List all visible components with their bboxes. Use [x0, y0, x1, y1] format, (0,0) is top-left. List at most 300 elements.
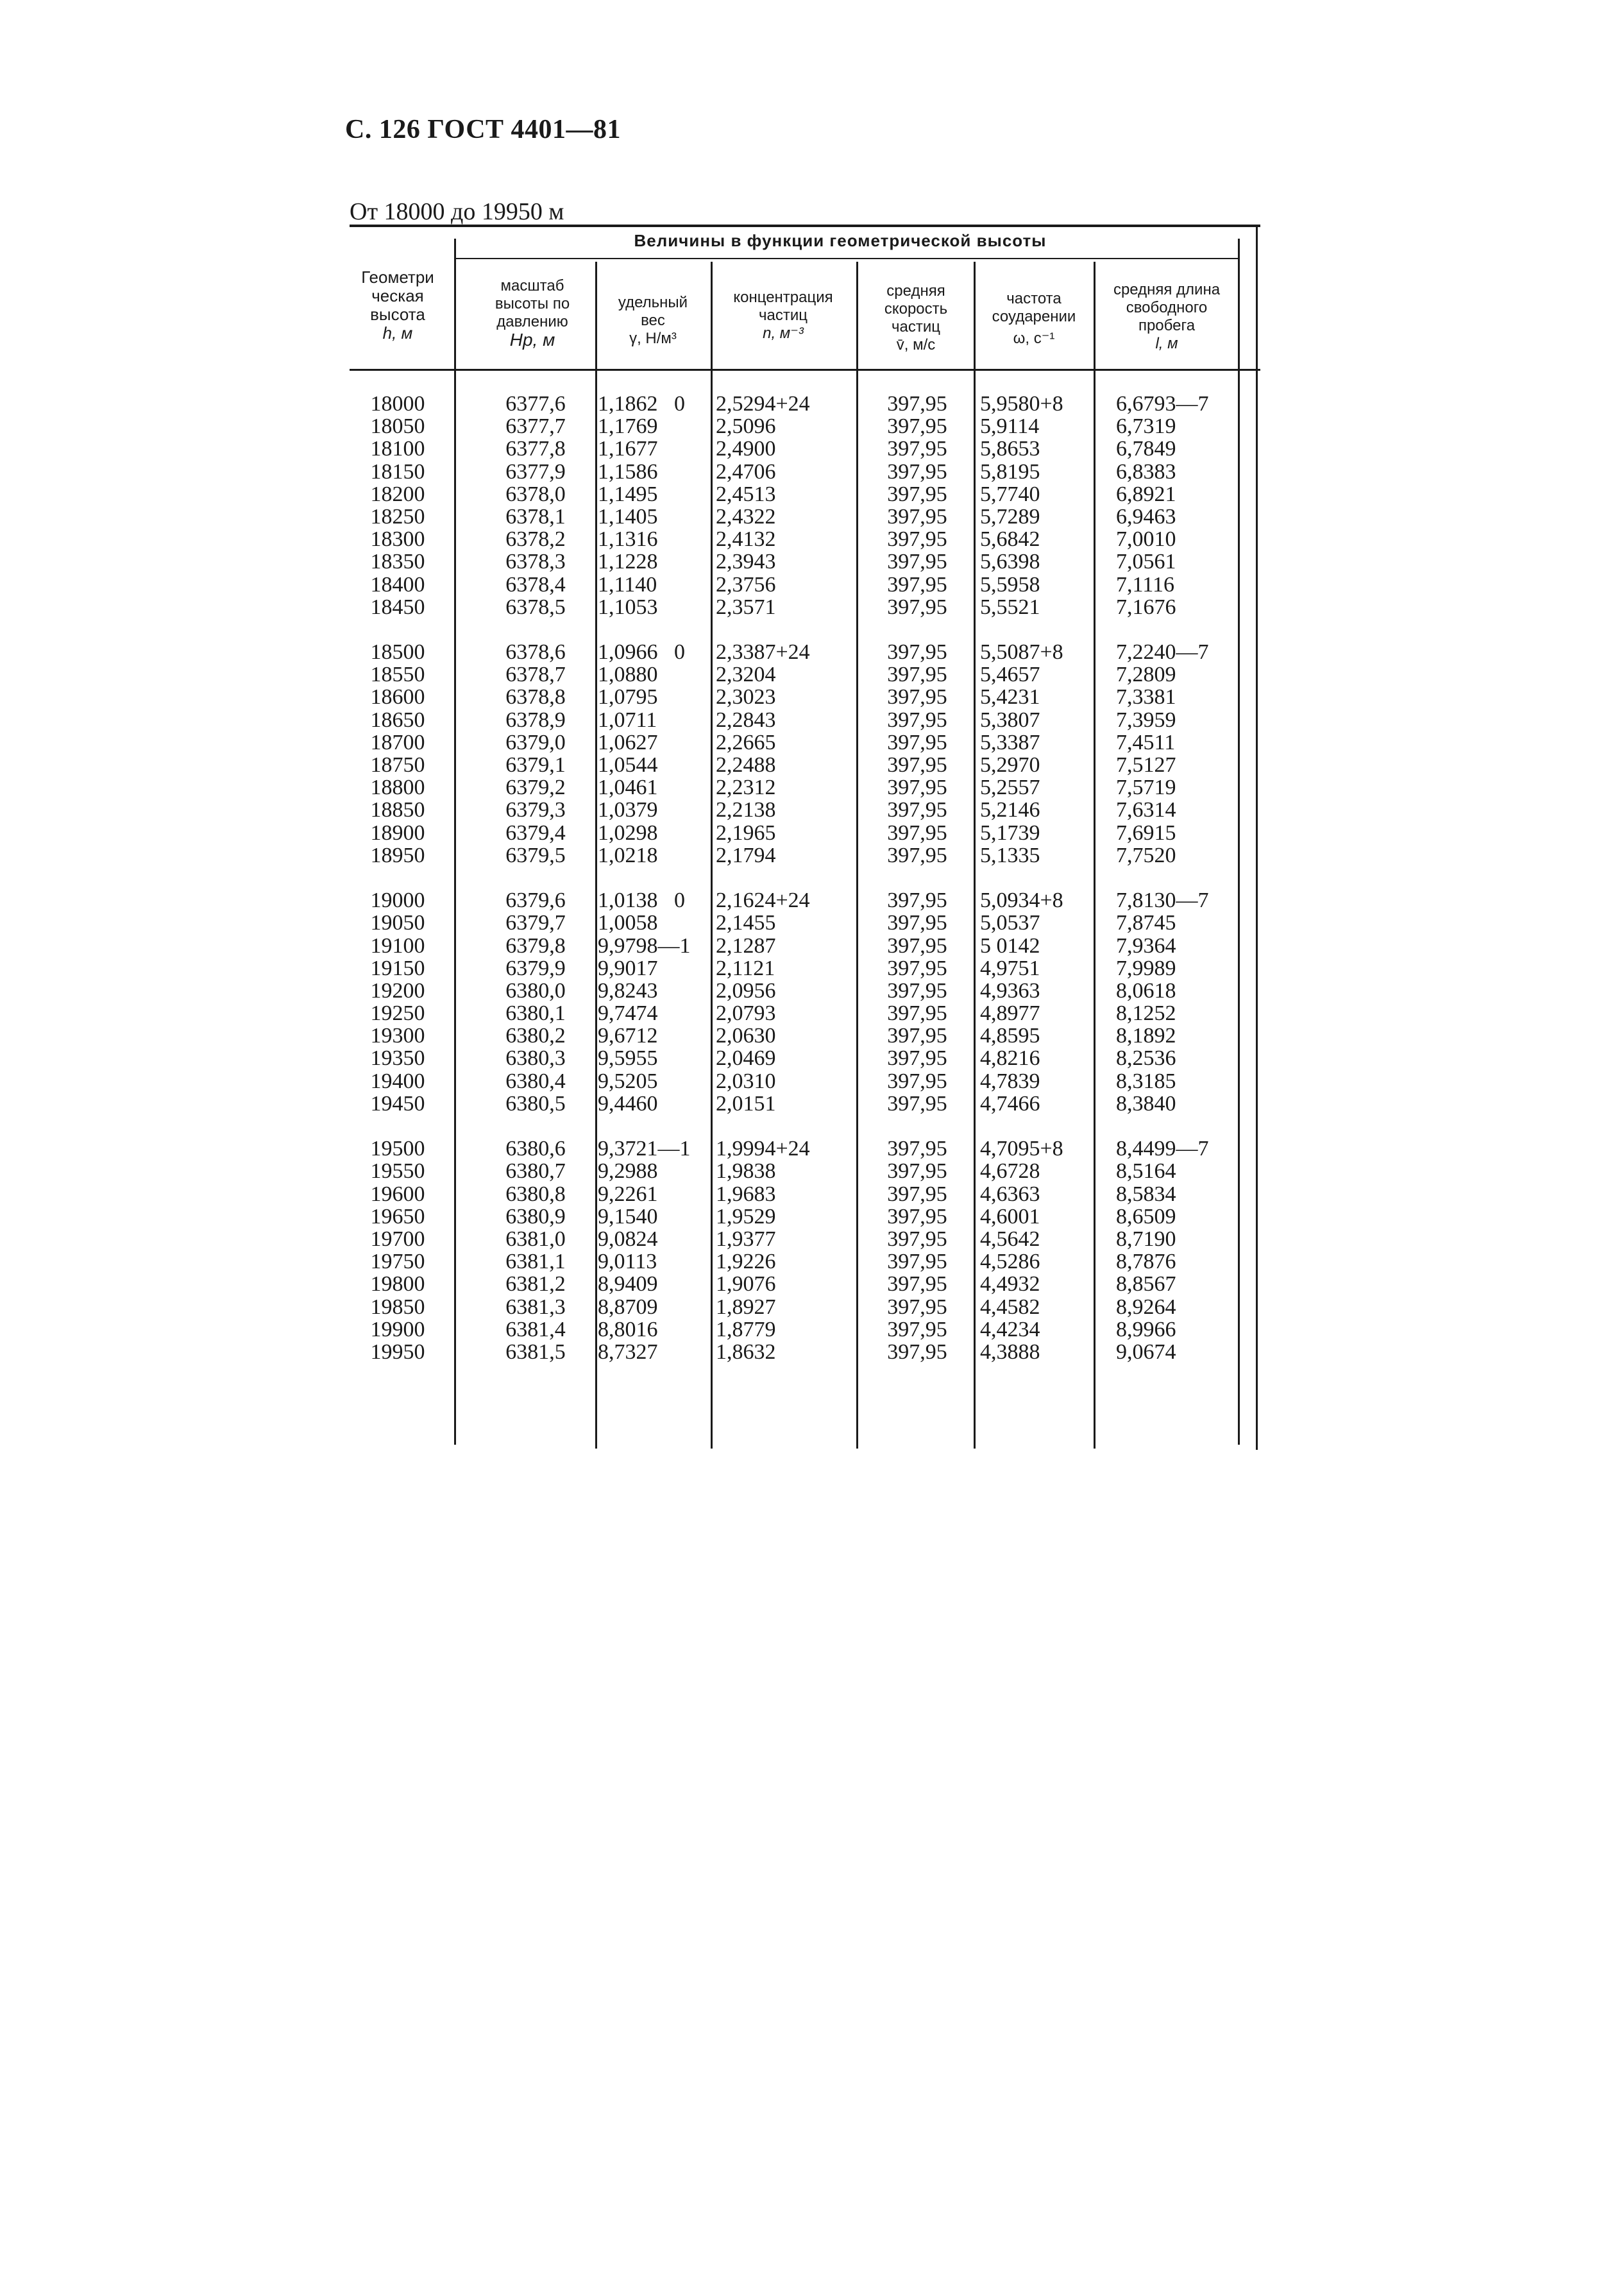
- table-cell: 9,8243: [598, 978, 658, 1003]
- table-cell: 4,4582: [980, 1295, 1040, 1319]
- table-cell: 1,0058: [598, 911, 658, 935]
- table-cell: 397,95: [887, 956, 947, 980]
- column-specific-weight: [598, 393, 707, 1363]
- table-cell: 397,95: [887, 527, 947, 552]
- table-cell: 7,3381: [1116, 685, 1176, 710]
- table-cell: 19450: [370, 1091, 425, 1116]
- table-cell: 6380,0: [505, 978, 566, 1003]
- table-cell: 9,0674: [1116, 1340, 1176, 1364]
- table-cell: 6380,9: [505, 1204, 566, 1229]
- table-cell: 8,3840: [1116, 1091, 1176, 1116]
- table-cell: 2,2138: [716, 798, 776, 822]
- block-spacer: [980, 867, 1095, 889]
- table-cell: 19550: [370, 1159, 425, 1184]
- header-line: Hp, м: [509, 330, 555, 350]
- table-cell: 8,6509: [1116, 1204, 1176, 1229]
- table-cell: 9,4460: [598, 1091, 658, 1116]
- table-cell: 7,9989: [1116, 956, 1176, 980]
- table-cell: 7,0010: [1116, 527, 1176, 552]
- table-cell: 19100: [370, 933, 425, 958]
- table-cell: 1,9994+24: [716, 1137, 810, 1161]
- table-cell: 6378,6: [505, 640, 566, 665]
- table-cell: 397,95: [887, 1295, 947, 1319]
- header-n: [712, 289, 854, 343]
- table-cell: 2,3943: [716, 550, 776, 574]
- table-cell: 6378,1: [505, 504, 566, 529]
- group-header-rule: [455, 258, 1239, 259]
- block-spacer: [716, 1115, 844, 1137]
- table-cell: 4,4234: [980, 1317, 1040, 1341]
- table-right-border: [1256, 225, 1258, 1450]
- table-cell: 2,1121: [716, 956, 775, 980]
- table-cell: 6380,1: [505, 1001, 566, 1026]
- table-cell: 19000: [370, 889, 425, 913]
- header-line: частиц: [892, 318, 940, 336]
- table-cell: 397,95: [887, 1227, 947, 1251]
- table-cell: 9,2988: [598, 1159, 658, 1184]
- table-cell: 5,3387: [980, 730, 1040, 754]
- table-cell: 9,9017: [598, 956, 658, 980]
- table-cell: 5,1335: [980, 843, 1040, 867]
- table-cell: 397,95: [887, 753, 947, 777]
- header-line: l, м: [1155, 335, 1178, 352]
- table-cell: 18450: [370, 595, 425, 619]
- block-spacer: [859, 618, 975, 641]
- table-cell: 2,3387+24: [716, 640, 810, 665]
- table-cell: 4,3888: [980, 1340, 1040, 1364]
- block-spacer: [475, 618, 596, 641]
- table-cell: 397,95: [887, 685, 947, 710]
- table-cell: 1,0880: [598, 663, 658, 687]
- table-cell: 5,9114: [980, 414, 1040, 439]
- table-cell: 18700: [370, 730, 425, 754]
- table-cell: 18200: [370, 482, 425, 506]
- table-cell: 18250: [370, 504, 425, 529]
- header-hp: [475, 277, 590, 349]
- header-v: [859, 282, 972, 354]
- table-cell: 1,0711: [598, 708, 657, 732]
- table-cell: 397,95: [887, 572, 947, 597]
- table-cell: 1,9076: [716, 1272, 776, 1297]
- header-line: пробега: [1138, 317, 1196, 334]
- table-cell: 7,8745: [1116, 911, 1176, 935]
- column-collision-freq: [980, 393, 1095, 1363]
- table-cell: 1,0461: [598, 776, 658, 800]
- table-cell: 8,1252: [1116, 1001, 1176, 1026]
- block-spacer: [716, 618, 844, 641]
- block-spacer: [346, 1115, 449, 1137]
- table-cell: 2,3571: [716, 595, 776, 619]
- table-cell: 1,1769: [598, 414, 658, 439]
- block-spacer: [346, 867, 449, 889]
- table-cell: 7,6915: [1116, 821, 1176, 845]
- block-spacer: [598, 618, 707, 641]
- table-cell: 7,2240—7: [1116, 640, 1209, 665]
- table-cell: 1,8779: [716, 1317, 776, 1341]
- table-cell: 8,7876: [1116, 1250, 1176, 1274]
- header-line: вес: [641, 312, 665, 329]
- table-cell: 6380,6: [505, 1137, 566, 1161]
- table-cell: 6,8921: [1116, 482, 1176, 506]
- table-cell: 6378,0: [505, 482, 566, 506]
- table-cell: 2,2843: [716, 708, 776, 732]
- table-cell: 1,9838: [716, 1159, 776, 1184]
- table-cell: 7,6314: [1116, 798, 1176, 822]
- table-cell: 397,95: [887, 889, 947, 913]
- table-cell: 1,0795: [598, 685, 658, 710]
- table-cell: 5,0934+8: [980, 889, 1063, 913]
- header-gamma: [598, 294, 708, 348]
- table-cell: 6381,3: [505, 1295, 566, 1319]
- table-cell: 9,1540: [598, 1204, 658, 1229]
- table-cell: 6380,3: [505, 1046, 566, 1071]
- column-mean-free-path: [1116, 393, 1238, 1363]
- table-cell: 2,0469: [716, 1046, 776, 1071]
- table-cell: 5,9580+8: [980, 392, 1063, 416]
- table-cell: 397,95: [887, 933, 947, 958]
- header-line: давлению: [496, 313, 568, 330]
- table-cell: 5,7740: [980, 482, 1040, 506]
- table-cell: 2,2665: [716, 730, 776, 754]
- header-line: частиц: [759, 307, 808, 324]
- table-cell: 397,95: [887, 978, 947, 1003]
- table-cell: 6379,5: [505, 843, 566, 867]
- table-cell: 4,7839: [980, 1069, 1040, 1093]
- table-cell: 1,0627: [598, 730, 658, 754]
- table-cell: 8,8016: [598, 1317, 658, 1341]
- table-cell: 1,0966 0: [598, 640, 685, 665]
- table-cell: 397,95: [887, 911, 947, 935]
- table-cell: 4,5642: [980, 1227, 1040, 1251]
- table-cell: 7,3959: [1116, 708, 1176, 732]
- table-cell: 2,0956: [716, 978, 776, 1003]
- table-cell: 397,95: [887, 843, 947, 867]
- header-h: [346, 268, 449, 343]
- table-cell: 7,5719: [1116, 776, 1176, 800]
- block-spacer: [598, 1115, 707, 1137]
- table-cell: 6379,2: [505, 776, 566, 800]
- table-cell: 1,9377: [716, 1227, 776, 1251]
- table-cell: 18150: [370, 459, 425, 484]
- table-cell: 8,8709: [598, 1295, 658, 1319]
- table-cell: 18900: [370, 821, 425, 845]
- table-cell: 6381,0: [505, 1227, 566, 1251]
- header-bottom-rule: [350, 369, 1260, 371]
- table-cell: 5,5958: [980, 572, 1040, 597]
- table-cell: 1,0379: [598, 798, 658, 822]
- table-cell: 19750: [370, 1250, 425, 1274]
- header-line: средняя длина: [1113, 281, 1221, 298]
- table-cell: 397,95: [887, 1137, 947, 1161]
- table-cell: 6378,2: [505, 527, 566, 552]
- table-cell: 8,8567: [1116, 1272, 1176, 1297]
- table-cell: 397,95: [887, 414, 947, 439]
- table-cell: 18650: [370, 708, 425, 732]
- table-cell: 4,9751: [980, 956, 1040, 980]
- table-cell: 5,2557: [980, 776, 1040, 800]
- header-line: соударении: [992, 308, 1076, 325]
- table-cell: 6379,4: [505, 821, 566, 845]
- table-cell: 397,95: [887, 1340, 947, 1364]
- table-cell: 8,2536: [1116, 1046, 1176, 1071]
- table-cell: 19900: [370, 1317, 425, 1341]
- table-cell: 1,1053: [598, 595, 658, 619]
- table-cell: 6379,3: [505, 798, 566, 822]
- table-cell: 7,5127: [1116, 753, 1176, 777]
- table-cell: 19650: [370, 1204, 425, 1229]
- table-cell: 9,7474: [598, 1001, 658, 1026]
- table-cell: 4,5286: [980, 1250, 1040, 1274]
- table-cell: 8,3185: [1116, 1069, 1176, 1093]
- table-cell: 397,95: [887, 1272, 947, 1297]
- table-cell: 19850: [370, 1295, 425, 1319]
- table-cell: 6379,6: [505, 889, 566, 913]
- table-cell: 6377,6: [505, 392, 566, 416]
- page-header: С. 126 ГОСТ 4401—81: [345, 115, 622, 144]
- table-cell: 397,95: [887, 459, 947, 484]
- table-cell: 397,95: [887, 1317, 947, 1341]
- block-spacer: [475, 1115, 596, 1137]
- block-spacer: [1116, 867, 1238, 889]
- column-divider: [454, 239, 456, 1445]
- block-spacer: [859, 1115, 975, 1137]
- table-cell: 6,6793—7: [1116, 392, 1209, 416]
- table-cell: 7,0561: [1116, 550, 1176, 574]
- table-cell: 7,2809: [1116, 663, 1176, 687]
- header-line: высота: [370, 305, 425, 324]
- table-cell: 1,0298: [598, 821, 658, 845]
- table-cell: 7,8130—7: [1116, 889, 1209, 913]
- table-cell: 6378,5: [505, 595, 566, 619]
- column-divider: [856, 262, 858, 1449]
- table-cell: 8,1892: [1116, 1024, 1176, 1048]
- table-cell: 6377,7: [505, 414, 566, 439]
- table-cell: 8,7190: [1116, 1227, 1176, 1251]
- table-cell: 9,5205: [598, 1069, 658, 1093]
- table-cell: 1,8632: [716, 1340, 776, 1364]
- table-cell: 2,4132: [716, 527, 776, 552]
- header-line: Геометри: [361, 268, 434, 287]
- table-cell: 2,1455: [716, 911, 776, 935]
- table-cell: 2,3023: [716, 685, 776, 710]
- table-top-rule: [350, 225, 1260, 227]
- table-cell: 397,95: [887, 392, 947, 416]
- table-cell: 1,1862 0: [598, 392, 685, 416]
- table-cell: 4,4932: [980, 1272, 1040, 1297]
- table-cell: 2,5096: [716, 414, 776, 439]
- table-cell: 397,95: [887, 821, 947, 845]
- column-concentration: [716, 393, 844, 1363]
- table-cell: 397,95: [887, 1204, 947, 1229]
- table-cell: 1,8927: [716, 1295, 776, 1319]
- block-spacer: [1116, 618, 1238, 641]
- table-cell: 5,3807: [980, 708, 1040, 732]
- table-cell: 5,8195: [980, 459, 1040, 484]
- table-cell: 1,0218: [598, 843, 658, 867]
- table-cell: 397,95: [887, 1069, 947, 1093]
- header-line: масштаб: [500, 277, 564, 294]
- table-cell: 397,95: [887, 730, 947, 754]
- table-cell: 397,95: [887, 663, 947, 687]
- table-cell: 397,95: [887, 1046, 947, 1071]
- table-cell: 18750: [370, 753, 425, 777]
- table-cell: 5,0537: [980, 911, 1040, 935]
- column-divider: [1238, 239, 1240, 1445]
- table-cell: 5,2970: [980, 753, 1040, 777]
- table-cell: 397,95: [887, 550, 947, 574]
- header-line: концентрация: [733, 289, 833, 306]
- header-line: v̄, м/с: [896, 336, 936, 353]
- block-spacer: [346, 618, 449, 641]
- table-cell: 6381,4: [505, 1317, 566, 1341]
- table-cell: 8,4499—7: [1116, 1137, 1209, 1161]
- table-cell: 5,1739: [980, 821, 1040, 845]
- table-cell: 7,4511: [1116, 730, 1176, 754]
- table-cell: 19600: [370, 1182, 425, 1206]
- table-cell: 397,95: [887, 1250, 947, 1274]
- table-cell: 19350: [370, 1046, 425, 1071]
- table-cell: 5,2146: [980, 798, 1040, 822]
- table-cell: 5,5521: [980, 595, 1040, 619]
- table-cell: 6,9463: [1116, 504, 1176, 529]
- table-cell: 2,4513: [716, 482, 776, 506]
- table-cell: 2,1965: [716, 821, 776, 845]
- table-cell: 1,1228: [598, 550, 658, 574]
- table-cell: 1,9683: [716, 1182, 776, 1206]
- table-cell: 1,1140: [598, 572, 657, 597]
- table-cell: 4,8595: [980, 1024, 1040, 1048]
- table-cell: 1,1495: [598, 482, 658, 506]
- table-cell: 18300: [370, 527, 425, 552]
- table-cell: 5 0142: [980, 933, 1040, 958]
- table-cell: 6,8383: [1116, 459, 1176, 484]
- table-cell: 1,1405: [598, 504, 658, 529]
- table-cell: 7,1116: [1116, 572, 1174, 597]
- table-cell: 397,95: [887, 437, 947, 461]
- table-cell: 6,7849: [1116, 437, 1176, 461]
- table-cell: 397,95: [887, 640, 947, 665]
- table-cell: 4,7466: [980, 1091, 1040, 1116]
- table-cell: 2,0151: [716, 1091, 776, 1116]
- block-spacer: [859, 867, 975, 889]
- table-cell: 18350: [370, 550, 425, 574]
- table-cell: 19500: [370, 1137, 425, 1161]
- table-cell: 6378,4: [505, 572, 566, 597]
- table-cell: 8,7327: [598, 1340, 658, 1364]
- table-cell: 7,1676: [1116, 595, 1176, 619]
- table-cell: 6377,9: [505, 459, 566, 484]
- table-cell: 6378,7: [505, 663, 566, 687]
- table-cell: 9,2261: [598, 1182, 658, 1206]
- table-cell: 2,1287: [716, 933, 776, 958]
- table-cell: 2,2488: [716, 753, 776, 777]
- table-cell: 8,9966: [1116, 1317, 1176, 1341]
- table-cell: 2,5294+24: [716, 392, 810, 416]
- header-line: удельный: [618, 294, 688, 311]
- table-cell: 19200: [370, 978, 425, 1003]
- table-cell: 9,3721—1: [598, 1137, 691, 1161]
- table-cell: 18800: [370, 776, 425, 800]
- table-cell: 397,95: [887, 1091, 947, 1116]
- header-l: [1095, 281, 1238, 353]
- header-line: h, м: [382, 323, 413, 343]
- table-cell: 1,9529: [716, 1204, 776, 1229]
- table-cell: 6379,8: [505, 933, 566, 958]
- column-pressure-scale: [475, 393, 596, 1363]
- table-cell: 4,6728: [980, 1159, 1040, 1184]
- column-altitude: [346, 393, 449, 1363]
- table-cell: 4,6363: [980, 1182, 1040, 1206]
- table-cell: 8,5834: [1116, 1182, 1176, 1206]
- table-cell: 9,6712: [598, 1024, 658, 1048]
- table-cell: 8,0618: [1116, 978, 1176, 1003]
- table-cell: 18100: [370, 437, 425, 461]
- header-line: частота: [1006, 290, 1062, 307]
- table-cell: 18550: [370, 663, 425, 687]
- table-cell: 2,2312: [716, 776, 776, 800]
- header-line: ω, с⁻¹: [1013, 330, 1055, 347]
- table-cell: 397,95: [887, 482, 947, 506]
- table-cell: 6,7319: [1116, 414, 1176, 439]
- header-line: ческая: [371, 286, 424, 305]
- table-cell: 2,4900: [716, 437, 776, 461]
- table-cell: 1,1586: [598, 459, 658, 484]
- table-cell: 2,4706: [716, 459, 776, 484]
- table-cell: 397,95: [887, 595, 947, 619]
- table-cell: 2,0310: [716, 1069, 776, 1093]
- table-cell: 4,8216: [980, 1046, 1040, 1071]
- table-cell: 7,9364: [1116, 933, 1176, 958]
- header-line: n, м⁻³: [763, 325, 804, 342]
- table-cell: 8,9264: [1116, 1295, 1176, 1319]
- table-cell: 18600: [370, 685, 425, 710]
- table-cell: 9,5955: [598, 1046, 658, 1071]
- table-cell: 4,9363: [980, 978, 1040, 1003]
- table-cell: 19700: [370, 1227, 425, 1251]
- block-spacer: [1116, 1115, 1238, 1137]
- table-cell: 6381,2: [505, 1272, 566, 1297]
- table-cell: 9,9798—1: [598, 933, 691, 958]
- header-omega: [976, 290, 1092, 348]
- column-mean-speed: [859, 393, 975, 1363]
- table-cell: 18500: [370, 640, 425, 665]
- table-cell: 18400: [370, 572, 425, 597]
- table-cell: 5,7289: [980, 504, 1040, 529]
- table-cell: 1,0138 0: [598, 889, 685, 913]
- table-cell: 6380,8: [505, 1182, 566, 1206]
- table-cell: 7,7520: [1116, 843, 1176, 867]
- table-cell: 2,0630: [716, 1024, 776, 1048]
- group-header: Величины в функции геометрической высоты: [634, 231, 1047, 250]
- table-cell: 6380,2: [505, 1024, 566, 1048]
- column-divider: [711, 262, 713, 1449]
- range-caption: От 18000 до 19950 м: [350, 198, 564, 225]
- table-cell: 2,1794: [716, 843, 776, 867]
- table-cell: 18050: [370, 414, 425, 439]
- table-cell: 9,0824: [598, 1227, 658, 1251]
- table-cell: 5,6398: [980, 550, 1040, 574]
- table-cell: 2,1624+24: [716, 889, 810, 913]
- table-cell: 8,5164: [1116, 1159, 1176, 1184]
- table-cell: 397,95: [887, 1159, 947, 1184]
- block-spacer: [980, 618, 1095, 641]
- table-cell: 8,9409: [598, 1272, 658, 1297]
- table-cell: 1,1316: [598, 527, 658, 552]
- table-cell: 19800: [370, 1272, 425, 1297]
- table-cell: 9,0113: [598, 1250, 657, 1274]
- table-cell: 18850: [370, 798, 425, 822]
- table-cell: 5,6842: [980, 527, 1040, 552]
